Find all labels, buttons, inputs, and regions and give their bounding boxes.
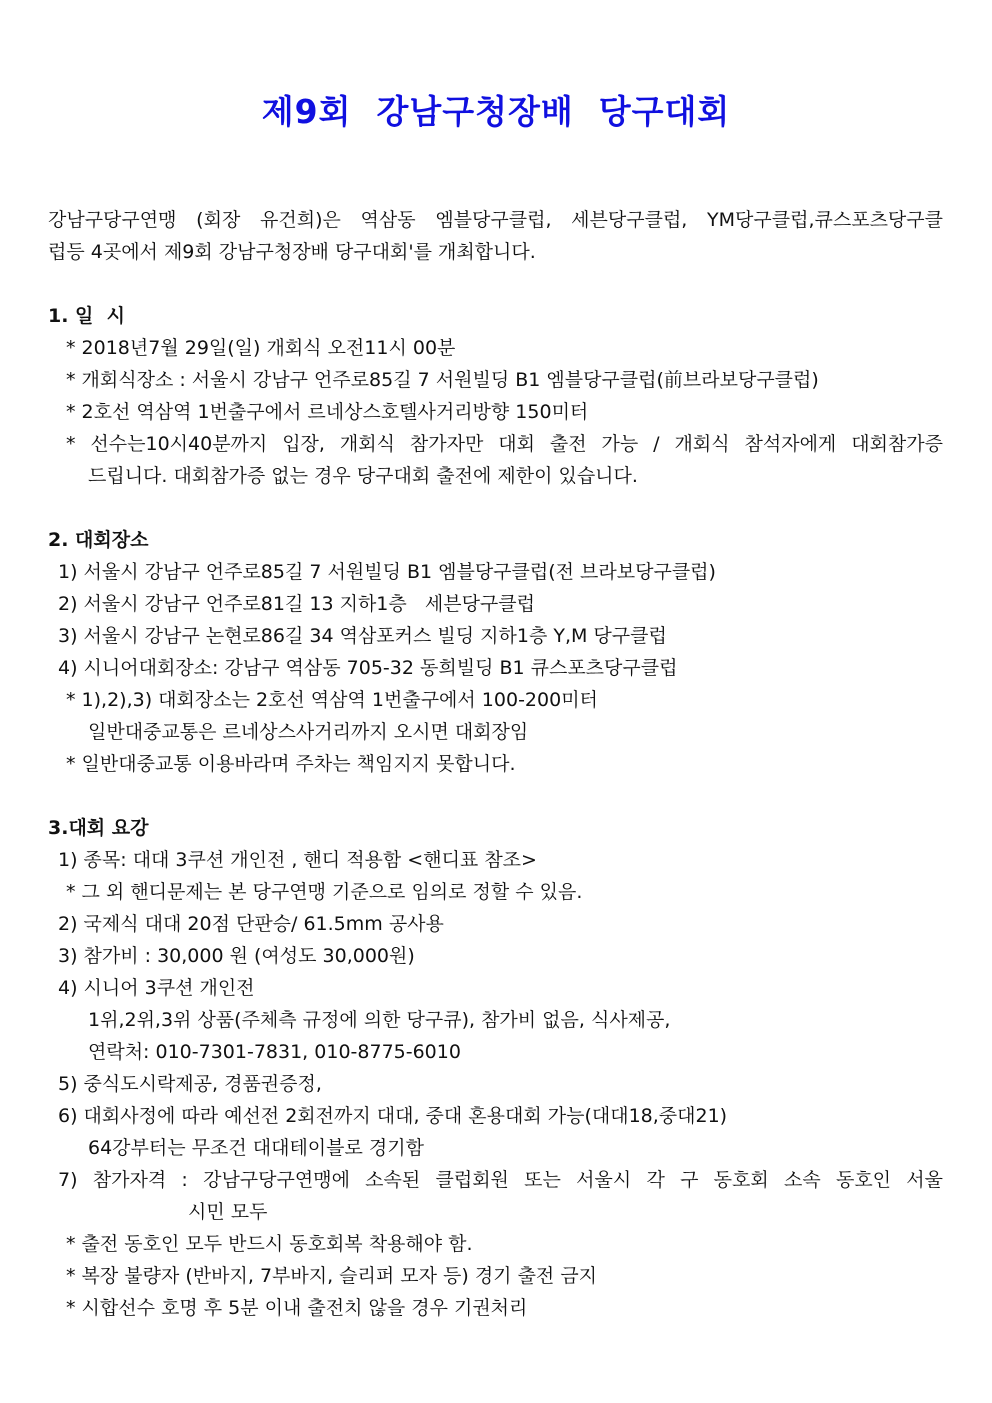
- section-1-line-2: * 개회식장소 : 서울시 강남구 언주로85길 7 서원빌딩 B1 엠블당구클럽(前브라보당구클럽): [66, 369, 819, 391]
- section-3-line-8: 5) 중식도시락제공, 경품권증정,: [58, 1073, 322, 1095]
- page-title: 제9회 강남구청장배 당구대회: [261, 92, 731, 131]
- section-1-line-4: * 선수는10시40분까지 입장, 개회식 참가자만 대회 출전 가능 / 개회식 참석자에게 대회참가증: [66, 433, 943, 455]
- section-3-line-11: 7) 참가자격 : 강남구당구연맹에 소속된 클럽회원 또는 서울시 각 구 동호회 소속 동호인 서울: [58, 1169, 943, 1191]
- section-2-line-3: 3) 서울시 강남구 논현로86길 34 역삼포커스 빌딩 지하1층 Y,M 당구클럽: [58, 625, 667, 647]
- section-1-heading: 1. 일 시: [48, 305, 125, 327]
- section-3-line-12: 시민 모두: [188, 1201, 268, 1223]
- section-1-line-3: * 2호선 역삼역 1번출구에서 르네상스호텔사거리방향 150미터: [66, 401, 589, 423]
- section-2-line-1: 1) 서울시 강남구 언주로85길 7 서원빌딩 B1 엠블당구클럽(전 브라보당구클럽): [58, 561, 716, 583]
- section-3-line-10: 64강부터는 무조건 대대테이블로 경기함: [88, 1137, 424, 1159]
- intro-line-1: 강남구당구연맹 (회장 유건희)은 역삼동 엠블당구클럽, 세븐당구클럽, YM당구클럽,큐스포츠당구클: [48, 209, 943, 231]
- section-3-line-1: 1) 종목: 대대 3쿠션 개인전 , 핸디 적용함 <핸디표 참조>: [58, 849, 537, 871]
- section-2-line-4: 4) 시니어대회장소: 강남구 역삼동 705-32 동희빌딩 B1 큐스포츠당구클럽: [58, 657, 678, 679]
- intro-line-2: 럽등 4곳에서 제9회 강남구청장배 당구대회'를 개최합니다.: [48, 241, 536, 263]
- section-3-line-15: * 시합선수 호명 후 5분 이내 출전치 않을 경우 기권처리: [66, 1297, 528, 1319]
- section-2-line-7: * 일반대중교통 이용바라며 주차는 책임지지 못합니다.: [66, 753, 516, 775]
- section-3-line-5: 4) 시니어 3쿠션 개인전: [58, 977, 255, 999]
- section-2-heading: 2. 대회장소: [48, 529, 149, 551]
- section-3-line-9: 6) 대회사정에 따라 예선전 2회전까지 대대, 중대 혼용대회 가능(대대18,중대21): [58, 1105, 728, 1127]
- section-3-line-14: * 복장 불량자 (반바지, 7부바지, 슬리퍼 모자 등) 경기 출전 금지: [66, 1265, 598, 1287]
- section-3-heading: 3.대회 요강: [48, 817, 149, 839]
- section-1-line-1: * 2018년7월 29일(일) 개회식 오전11시 00분: [66, 337, 456, 359]
- section-3-line-6: 1위,2위,3위 상품(주체측 규정에 의한 당구큐), 참가비 없음, 식사제공,: [88, 1009, 671, 1031]
- section-2-line-2: 2) 서울시 강남구 언주로81길 13 지하1층 세븐당구클럽: [58, 593, 535, 615]
- section-2-line-6: 일반대중교통은 르네상스사거리까지 오시면 대회장임: [88, 721, 529, 743]
- section-1-line-5: 드립니다. 대회참가증 없는 경우 당구대회 출전에 제한이 있습니다.: [88, 465, 638, 487]
- section-3-line-2: * 그 외 핸디문제는 본 당구연맹 기준으로 임의로 정할 수 있음.: [66, 881, 583, 903]
- section-3-line-4: 3) 참가비 : 30,000 원 (여성도 30,000원): [58, 945, 415, 967]
- section-3-line-3: 2) 국제식 대대 20점 단판승/ 61.5mm 공사용: [58, 913, 444, 935]
- section-3-line-13: * 출전 동호인 모두 반드시 동호회복 착용해야 함.: [66, 1233, 473, 1255]
- section-3-line-7: 연락처: 010-7301-7831, 010-8775-6010: [88, 1041, 461, 1063]
- section-2-line-5: * 1),2),3) 대회장소는 2호선 역삼역 1번출구에서 100-200미터: [66, 689, 598, 711]
